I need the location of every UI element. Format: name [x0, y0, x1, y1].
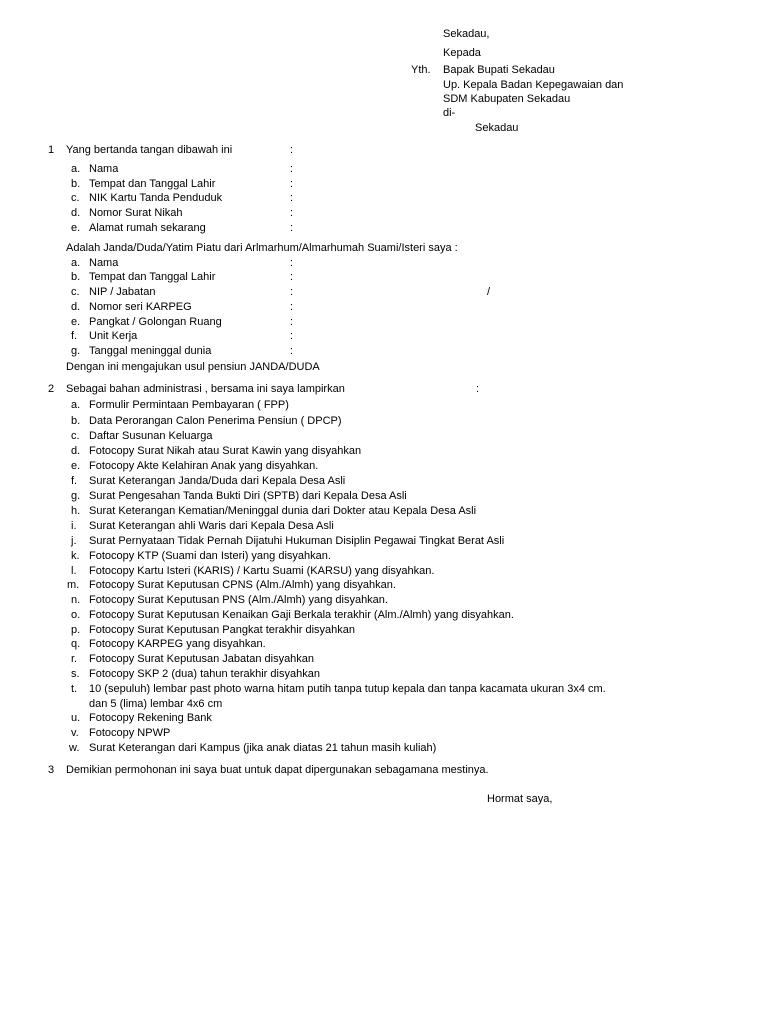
field-letter: d.: [71, 207, 81, 219]
colon: :: [290, 257, 294, 269]
list-item: 10 (sepuluh) lembar past photo warna hitam putih tanpa tutup kepala dan tanpa kacamata ukuran 3x4 cm.: [89, 683, 606, 695]
list-item: Fotocopy Kartu Isteri (KARIS) / Kartu Suami (KARSU) yang disyahkan.: [89, 565, 435, 577]
list-letter: e.: [71, 460, 81, 472]
section1-closing: Dengan ini mengajukan usul pensiun JANDA/DUDA: [66, 361, 320, 373]
colon: :: [290, 192, 294, 204]
list-item: Formulir Permintaan Pembayaran ( FPP): [89, 399, 289, 411]
colon: :: [290, 330, 294, 342]
list-item: Fotocopy NPWP: [89, 727, 171, 739]
list-item: Fotocopy KTP (Suami dan Isteri) yang disyahkan.: [89, 550, 331, 562]
list-item: Surat Keterangan ahli Waris dari Kepala Desa Asli: [89, 520, 334, 532]
kepada-label: Kepada: [443, 47, 481, 59]
field-label: Nomor Surat Nikah: [89, 207, 183, 219]
list-letter: c.: [71, 430, 80, 442]
list-letter: k.: [71, 550, 80, 562]
colon: :: [290, 222, 294, 234]
field-letter: b.: [71, 178, 81, 190]
field-letter: b.: [71, 271, 81, 283]
field-letter: c.: [71, 192, 80, 204]
list-item-continuation: dan 5 (lima) lembar 4x6 cm: [89, 698, 223, 710]
list-letter: b.: [71, 415, 81, 427]
list-letter: s.: [71, 668, 80, 680]
field-letter: g.: [71, 345, 81, 357]
field-letter: a.: [71, 257, 81, 269]
field-label: NIP / Jabatan: [89, 286, 156, 298]
field-letter: e.: [71, 222, 81, 234]
list-item: Surat Pernyataan Tidak Pernah Dijatuhi Hukuman Disiplin Pegawai Tingkat Berat Asli: [89, 535, 505, 547]
list-letter: j.: [71, 535, 77, 547]
field-letter: a.: [71, 163, 81, 175]
recipient-line: SDM Kabupaten Sekadau: [443, 93, 571, 105]
colon: :: [290, 286, 294, 298]
list-letter: o.: [71, 609, 81, 621]
list-item: Fotocopy Surat Keputusan PNS (Alm./Almh) yang disyahkan.: [89, 594, 388, 606]
field-letter: f.: [71, 330, 78, 342]
deceased-intro: Adalah Janda/Duda/Yatim Piatu dari Arlmarhum/Almarhumah Suami/Isteri saya :: [66, 242, 458, 254]
list-letter: m.: [67, 579, 80, 591]
list-letter: w.: [69, 742, 80, 754]
list-letter: t.: [71, 683, 78, 695]
colon: :: [290, 271, 294, 283]
field-letter: d.: [71, 301, 81, 313]
list-item: Fotocopy Surat Nikah atau Surat Kawin yang disyahkan: [89, 445, 362, 457]
list-item: Data Perorangan Calon Penerima Pensiun ( DPCP): [89, 415, 342, 427]
field-label: NIK Kartu Tanda Penduduk: [89, 192, 223, 204]
list-letter: f.: [71, 475, 78, 487]
field-label: Nama: [89, 257, 119, 269]
list-item: Surat Pengesahan Tanda Bukti Diri (SPTB) dari Kepala Desa Asli: [89, 490, 407, 502]
list-item: Fotocopy Akte Kelahiran Anak yang disyahkan.: [89, 460, 319, 472]
list-item: Fotocopy SKP 2 (dua) tahun terakhir disyahkan: [89, 668, 320, 680]
list-letter: q.: [71, 638, 81, 650]
list-letter: d.: [71, 445, 81, 457]
colon: :: [290, 178, 294, 190]
colon: :: [290, 316, 294, 328]
signoff: Hormat saya,: [487, 793, 553, 805]
section-number: 3: [48, 764, 55, 776]
field-label: Tanggal meninggal dunia: [89, 345, 212, 357]
recipient-line: Bapak Bupati Sekadau: [443, 64, 555, 76]
section3-text: Demikian permohonan ini saya buat untuk dapat dipergunakan sebagamana mestinya.: [66, 764, 489, 776]
colon: :: [290, 144, 294, 156]
list-item: Fotocopy Surat Keputusan CPNS (Alm./Almh) yang disyahkan.: [89, 579, 396, 591]
field-label: Pangkat / Golongan Ruang: [89, 316, 222, 328]
list-letter: r.: [71, 653, 78, 665]
field-label: Alamat rumah sekarang: [89, 222, 206, 234]
field-label: Nama: [89, 163, 119, 175]
list-item: Fotocopy Surat Keputusan Jabatan disyahkan: [89, 653, 315, 665]
list-letter: h.: [71, 505, 81, 517]
field-label: Nomor seri KARPEG: [89, 301, 192, 313]
colon: :: [290, 163, 294, 175]
section2-intro: Sebagai bahan administrasi , bersama ini saya lampirkan: [66, 383, 345, 395]
list-letter: n.: [71, 594, 81, 606]
recipient-line: Up. Kepala Badan Kepegawaian dan: [443, 79, 624, 91]
section1-intro: Yang bertanda tangan dibawah ini: [66, 144, 233, 156]
colon: :: [476, 383, 480, 395]
list-letter: v.: [71, 727, 79, 739]
section-number: 2: [48, 383, 55, 395]
yth-label: Yth.: [411, 64, 431, 76]
list-item: Daftar Susunan Keluarga: [89, 430, 213, 442]
recipient-line: di-: [443, 107, 456, 119]
list-letter: g.: [71, 490, 81, 502]
field-label: Unit Kerja: [89, 330, 138, 342]
colon: :: [290, 207, 294, 219]
list-item: Fotocopy Surat Keputusan Kenaikan Gaji Berkala terakhir (Alm./Almh) yang disyahkan.: [89, 609, 514, 621]
list-item: Surat Keterangan dari Kampus (jika anak diatas 21 tahun masih kuliah): [89, 742, 437, 754]
field-label: Tempat dan Tanggal Lahir: [89, 271, 216, 283]
field-letter: c.: [71, 286, 80, 298]
city-date: Sekadau,: [443, 28, 490, 40]
colon: :: [290, 345, 294, 357]
field-letter: e.: [71, 316, 81, 328]
nip-separator: /: [487, 286, 491, 298]
list-item: Surat Keterangan Kematian/Meninggal dunia dari Dokter atau Kepala Desa Asli: [89, 505, 477, 517]
list-letter: l.: [71, 565, 77, 577]
list-letter: u.: [71, 712, 81, 724]
list-item: Fotocopy KARPEG yang disyahkan.: [89, 638, 266, 650]
recipient-line: Sekadau: [475, 122, 519, 134]
list-item: Surat Keterangan Janda/Duda dari Kepala Desa Asli: [89, 475, 346, 487]
list-item: Fotocopy Surat Keputusan Pangkat terakhir disyahkan: [89, 624, 355, 636]
list-letter: a.: [71, 399, 81, 411]
list-item: Fotocopy Rekening Bank: [89, 712, 212, 724]
section-number: 1: [48, 144, 55, 156]
list-letter: i.: [71, 520, 77, 532]
colon: :: [290, 301, 294, 313]
field-label: Tempat dan Tanggal Lahir: [89, 178, 216, 190]
list-letter: p.: [71, 624, 81, 636]
